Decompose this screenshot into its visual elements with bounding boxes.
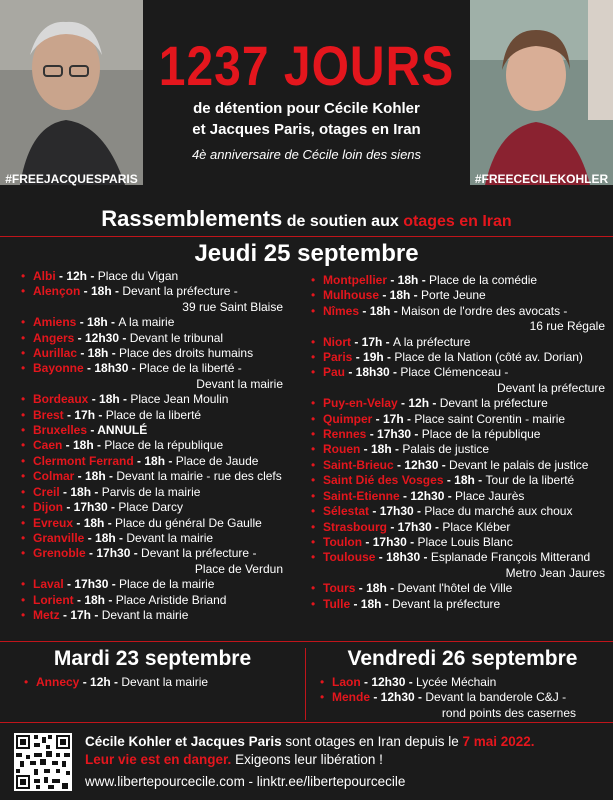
item-time: - 18h - (84, 530, 127, 545)
item-place: Devant la mairie (101, 607, 189, 622)
mardi-title: Mardi 23 septembre (53, 647, 252, 670)
item-city: Evreux (33, 515, 74, 530)
list-item-continuation (21, 300, 283, 315)
footer-danger: Leur vie est en danger. (85, 752, 232, 767)
item-time: - 17h - (372, 411, 415, 426)
item-time: - 17h30 - (63, 500, 119, 515)
item-place: Palais de justice (402, 442, 490, 457)
item-place: Place du Vigan (97, 269, 179, 283)
item-place: Devant la préfecture (392, 596, 501, 611)
item-city: Niort (323, 334, 351, 349)
item-time: - 18h30 - (375, 550, 431, 565)
item-time: - 17h - (59, 607, 102, 622)
item-place: Metro Jean Jaures (505, 565, 605, 580)
item-place: Place de la comédie (429, 273, 538, 287)
list-item (21, 438, 283, 453)
item-place: Parvis de la mairie (101, 484, 201, 499)
vendredi-title: Vendredi 26 septembre (347, 647, 578, 670)
item-city: Amiens (33, 315, 77, 330)
list-item-continuation (311, 381, 605, 396)
item-time: - 18h - (443, 473, 486, 488)
item-time: - 18h - (355, 581, 398, 596)
list-item (21, 531, 283, 546)
item-place: Place du marché aux choux (424, 504, 573, 519)
item-city: Clermont Ferrand (33, 453, 134, 468)
item-city: Albi (33, 269, 56, 283)
item-time: - 17h30 - (85, 546, 142, 561)
list-item (21, 284, 283, 299)
item-city: Tulle (323, 596, 351, 611)
item-city: Sélestat (323, 504, 370, 519)
item-place: Devant la mairie (126, 530, 214, 545)
list-item (311, 365, 605, 380)
list-item (21, 593, 283, 608)
item-place: Place Jean Moulin (130, 392, 229, 407)
item-city: Annecy (36, 675, 80, 689)
item-city: Alençon (33, 284, 81, 299)
item-place: Place de la liberté - (139, 361, 242, 376)
item-time: - 12h30 - (393, 457, 450, 472)
item-time: - 18h - (359, 303, 402, 318)
item-city: Laon (332, 675, 361, 689)
item-city: Saint-Brieuc (323, 457, 394, 472)
list-item-continuation (311, 566, 605, 581)
item-time: - 17h30 - (362, 534, 418, 549)
list-item-continuation (21, 377, 283, 392)
jeudi-list-right (311, 273, 605, 612)
photo-cecile-kohler (470, 0, 613, 185)
subtitle-line-1: de détention pour Cécile Kohler (193, 100, 420, 117)
list-item-continuation (320, 706, 576, 721)
item-place: Place Darcy (118, 500, 184, 515)
list-item (21, 577, 283, 592)
item-time: - 18h - (73, 515, 116, 530)
divider-vertical (305, 648, 306, 720)
item-place: Place du général De Gaulle (115, 515, 262, 530)
list-item (311, 335, 605, 350)
item-city: Granville (33, 530, 85, 545)
item-time: - 18h - (387, 273, 430, 287)
item-time: - 18h30 - (83, 361, 140, 376)
item-place: Devant la préfecture - (122, 284, 238, 299)
item-time: - 17h - (351, 334, 394, 349)
list-item (311, 597, 605, 612)
list-item (311, 288, 605, 303)
jeudi-list-left (21, 269, 283, 623)
footer-demand: Exigeons leur libération ! (231, 752, 383, 767)
item-time: - 12h30 - (74, 330, 130, 345)
list-item (311, 550, 605, 565)
list-item (21, 546, 283, 561)
item-place: 39 rue Saint Blaise (182, 299, 283, 314)
item-time: - 12h30 - (399, 488, 456, 503)
list-item (311, 489, 605, 504)
list-item (311, 535, 605, 550)
item-place: rond points des casernes (441, 705, 576, 720)
item-time: - 18h - (379, 288, 422, 303)
item-city: Bayonne (33, 361, 84, 376)
item-place: Place de la république (421, 427, 541, 442)
mardi-list (24, 675, 294, 690)
item-city: Quimper (323, 411, 373, 426)
list-item (21, 408, 283, 423)
list-item-continuation (21, 562, 283, 577)
list-item (311, 520, 605, 535)
item-city: Strasbourg (323, 519, 388, 534)
item-city: Toulouse (323, 550, 376, 565)
list-item (311, 396, 605, 411)
item-time: - 18h - (74, 469, 117, 484)
item-time: - 12h - (397, 396, 440, 411)
item-place: Devant la banderole C&J - (425, 690, 567, 705)
item-place: Place de Jaude (175, 453, 259, 468)
footer-statement (85, 733, 605, 769)
item-city: Puy-en-Velay (323, 396, 398, 411)
item-time: - 12h30 - (370, 690, 426, 705)
divider-top (0, 236, 613, 237)
item-city: Pau (323, 365, 346, 380)
item-time: - 18h - (62, 438, 105, 453)
item-city: Metz (33, 607, 60, 622)
item-place: Place Louis Blanc (417, 534, 513, 549)
item-time: - 12h30 - (360, 675, 417, 689)
item-place: Devant le tribunal (129, 330, 224, 345)
list-item (21, 500, 283, 515)
photo-jacques-paris (0, 0, 143, 185)
item-place: Place de la mairie (119, 577, 215, 592)
item-place: Devant la mairie (121, 675, 209, 689)
list-item (311, 473, 605, 488)
qr-code-icon (14, 733, 72, 791)
item-city: Saint-Etienne (323, 488, 400, 503)
item-time: - 18h - (76, 315, 119, 330)
item-place: A la préfecture (393, 334, 471, 349)
item-place: Maison de l'ordre des avocats - (401, 303, 568, 318)
list-item (21, 516, 283, 531)
item-city: Bruxelles (33, 423, 88, 438)
item-place: A la mairie (118, 315, 175, 330)
item-time: - 18h - (133, 453, 176, 468)
item-city: Angers (33, 330, 75, 345)
item-city: Rennes (323, 427, 367, 442)
item-time: - 17h - (63, 407, 106, 422)
list-item (320, 690, 576, 705)
item-place: Devant la préfecture - (141, 546, 257, 561)
item-place: Place de Verdun (194, 561, 283, 576)
item-place: Place Clémenceau - (400, 365, 509, 380)
item-time: - 12h - (79, 675, 122, 689)
list-item (21, 331, 283, 346)
item-time: - 17h30 - (369, 504, 425, 519)
item-time: - 17h30 - (387, 519, 443, 534)
item-city: Caen (33, 438, 63, 453)
divider-bottom (0, 722, 613, 723)
footer-name-cecile: Cécile Kohler (85, 734, 172, 749)
footer-name-jacques: Jacques Paris (190, 734, 282, 749)
list-item (21, 423, 283, 438)
list-item-continuation (311, 319, 605, 334)
item-time: - 18h - (59, 484, 102, 499)
list-item (21, 346, 283, 361)
item-place: Tour de la liberté (485, 473, 575, 488)
item-place: Place de la Nation (côté av. Dorian) (394, 350, 583, 365)
list-item (21, 361, 283, 376)
item-time: - 18h - (350, 596, 393, 611)
rassemblements-heading (0, 206, 613, 232)
rassemblements-word: Rassemblements (101, 206, 283, 231)
item-place: Place Aristide Briand (115, 592, 227, 607)
item-time: - ANNULÉ (87, 423, 148, 438)
list-item (311, 458, 605, 473)
item-city: Bordeaux (33, 392, 89, 407)
list-item (320, 675, 576, 690)
item-city: Toulon (323, 534, 363, 549)
footer-and: et (171, 734, 191, 749)
subtitle-line-2: et Jacques Paris, otages en Iran (192, 121, 421, 138)
list-item (21, 454, 283, 469)
tag-free-jacques-paris: #FREEJACQUESPARIS (5, 172, 138, 186)
item-city: Paris (323, 350, 353, 365)
item-place: Lycée Méchain (416, 675, 497, 689)
item-time: - 18h - (73, 592, 116, 607)
list-item (21, 269, 283, 284)
item-city: Aurillac (33, 346, 78, 361)
item-place: 16 rue Régale (529, 319, 605, 334)
item-city: Mende (332, 690, 371, 705)
list-item (311, 581, 605, 596)
item-time: - 18h - (80, 284, 123, 299)
footer-since: sont otages en Iran depuis le (281, 734, 463, 749)
item-time: - 12h - (55, 269, 98, 283)
anniversary-note: 4è anniversaire de Cécile loin des siens (191, 147, 422, 162)
item-city: Laval (33, 577, 64, 592)
item-place: Devant la préfecture (439, 396, 548, 411)
item-time: - 18h - (360, 442, 403, 457)
item-city: Brest (33, 407, 64, 422)
footer-date: 7 mai 2022. (462, 734, 535, 749)
divider-middle (0, 641, 613, 642)
rassemblements-mid: de soutien aux (282, 213, 404, 230)
item-city: Dijon (33, 500, 63, 515)
item-time: - 17h30 - (63, 577, 120, 592)
vendredi-list (320, 675, 576, 721)
item-time: - 17h30 - (366, 427, 422, 442)
item-place: Devant le palais de justice (449, 457, 589, 472)
list-item (311, 427, 605, 442)
list-item (311, 273, 605, 288)
tag-free-cecile-kohler: #FREECECILEKOHLER (474, 172, 609, 186)
item-city: Lorient (33, 592, 74, 607)
list-item (24, 675, 294, 690)
list-item (21, 608, 283, 623)
item-time: - 19h - (352, 350, 395, 365)
item-city: Nîmes (323, 303, 360, 318)
list-item (21, 392, 283, 407)
item-place: Esplanade François Mitterand (430, 550, 591, 565)
item-time: - 18h - (88, 392, 131, 407)
item-place: Place de la liberté (105, 407, 202, 422)
item-place: Devant la préfecture (496, 380, 605, 395)
item-city: Mulhouse (323, 288, 379, 303)
list-item (311, 304, 605, 319)
list-item (21, 485, 283, 500)
list-item (311, 442, 605, 457)
item-city: Montpellier (323, 273, 388, 287)
item-place: Place de la république (104, 438, 224, 453)
item-city: Creil (33, 484, 60, 499)
rassemblements-otages: otages en Iran (403, 213, 512, 230)
item-place: Place des droits humains (119, 346, 254, 361)
item-city: Colmar (33, 469, 75, 484)
item-city: Tours (323, 581, 356, 596)
list-item (311, 350, 605, 365)
list-item (311, 412, 605, 427)
list-item (21, 315, 283, 330)
item-city: Rouen (323, 442, 361, 457)
item-place: Devant l'hôtel de Ville (397, 581, 513, 596)
item-place: Porte Jeune (421, 288, 486, 303)
item-time: - 18h - (77, 346, 120, 361)
list-item (311, 504, 605, 519)
item-place: Devant la mairie - rue des clefs (116, 469, 282, 484)
item-city: Grenoble (33, 546, 86, 561)
item-place: Devant la mairie (196, 376, 283, 391)
list-item (21, 469, 283, 484)
days-counter-title: 1237 JOURS (158, 36, 455, 98)
item-place: Place Kléber (442, 519, 511, 534)
item-place: Place Jaurès (455, 488, 525, 503)
item-place: Place saint Corentin - mairie (414, 411, 566, 426)
item-time: - 18h30 - (345, 365, 401, 380)
jeudi-title: Jeudi 25 septembre (194, 240, 419, 267)
item-city: Saint Dié des Vosges (323, 473, 444, 488)
footer-links[interactable]: www.libertepourcecile.com - linktr.ee/libertepourcecile (85, 774, 406, 789)
